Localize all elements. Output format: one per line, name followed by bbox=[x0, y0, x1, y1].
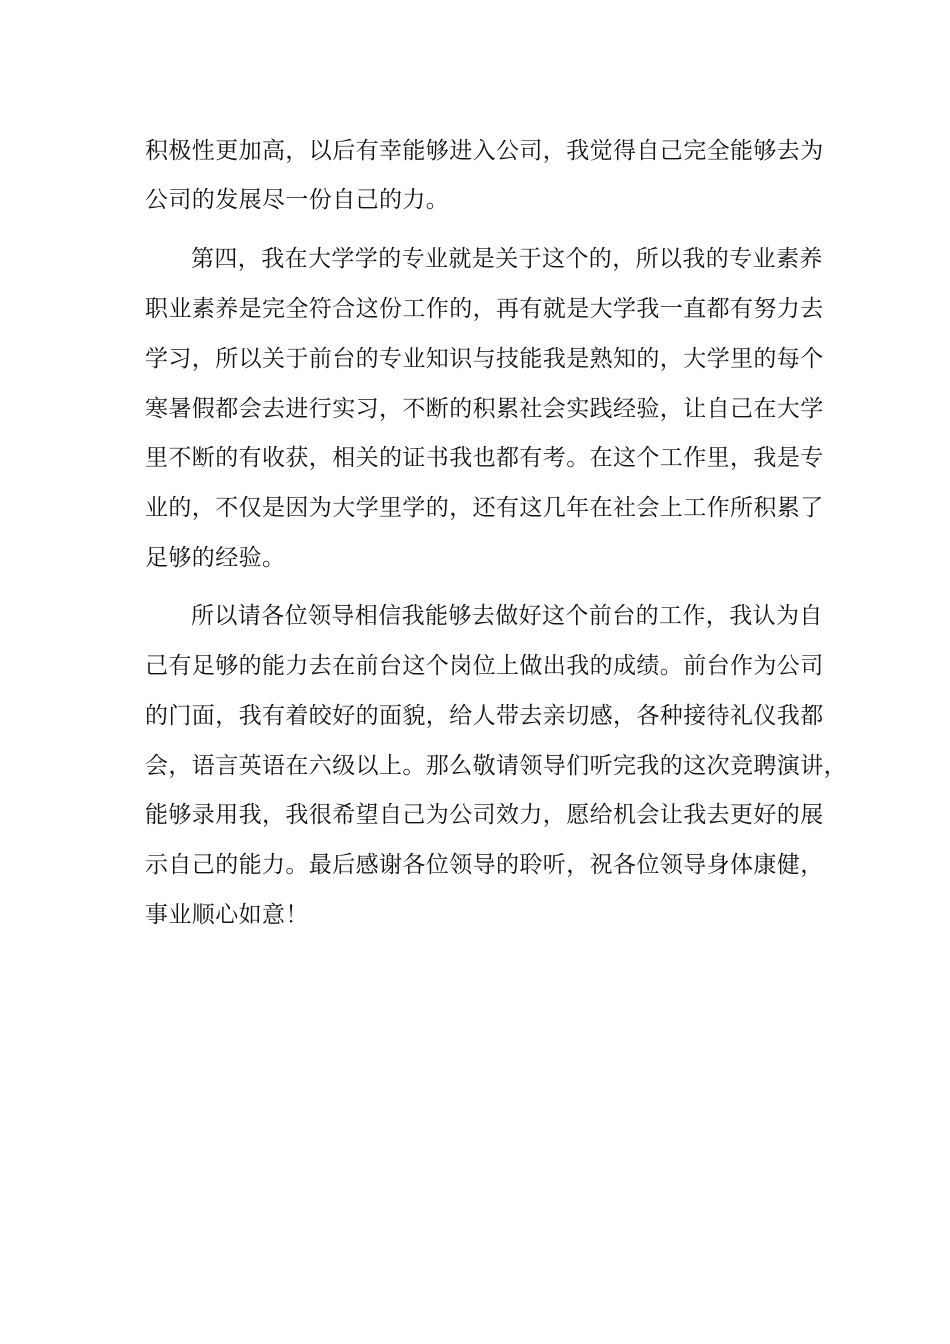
paragraph-3-line-7: 事业顺心如意！ bbox=[145, 902, 309, 928]
paragraph-2-line-6: 业的，不仅是因为大学里学的，还有这几年在社会上工作所积累了 bbox=[145, 495, 824, 521]
paragraph-3-line-6: 示自己的能力。最后感谢各位领导的聆听，祝各位领导身体康健， bbox=[145, 852, 824, 878]
paragraph-2-line-2: 职业素养是完全符合这份工作的，再有就是大学我一直都有努力去 bbox=[145, 296, 824, 322]
paragraph-2-line-7: 足够的经验。 bbox=[145, 545, 286, 571]
paragraph-2-line-1: 第四，我在大学学的专业就是关于这个的，所以我的专业素养 bbox=[191, 246, 823, 272]
paragraph-3-line-3: 的门面，我有着皎好的面貌，给人带去亲切感，各种接待礼仪我都 bbox=[145, 703, 824, 729]
paragraph-1-line-1: 积极性更加高，以后有幸能够进入公司，我觉得自己完全能够去为 bbox=[145, 138, 824, 164]
paragraph-3-line-5: 能够录用我，我很希望自己为公司效力，愿给机会让我去更好的展 bbox=[145, 802, 824, 828]
paragraph-2-line-3: 学习，所以关于前台的专业知识与技能我是熟知的，大学里的每个 bbox=[145, 346, 824, 372]
paragraph-3-line-1: 所以请各位领导相信我能够去做好这个前台的工作，我认为自 bbox=[191, 603, 823, 629]
paragraph-3-line-2: 己有足够的能力去在前台这个岗位上做出我的成绩。前台作为公司 bbox=[145, 653, 824, 679]
paragraph-2-line-4: 寒暑假都会去进行实习，不断的积累社会实践经验，让自己在大学 bbox=[145, 396, 824, 422]
paragraph-2-line-5: 里不断的有收获，相关的证书我也都有考。在这个工作里，我是专 bbox=[145, 445, 824, 471]
paragraph-1-line-2: 公司的发展尽一份自己的力。 bbox=[145, 187, 450, 213]
paragraph-3-line-4: 会，语言英语在六级以上。那么敬请领导们听完我的这次竞聘演讲， bbox=[145, 753, 847, 779]
